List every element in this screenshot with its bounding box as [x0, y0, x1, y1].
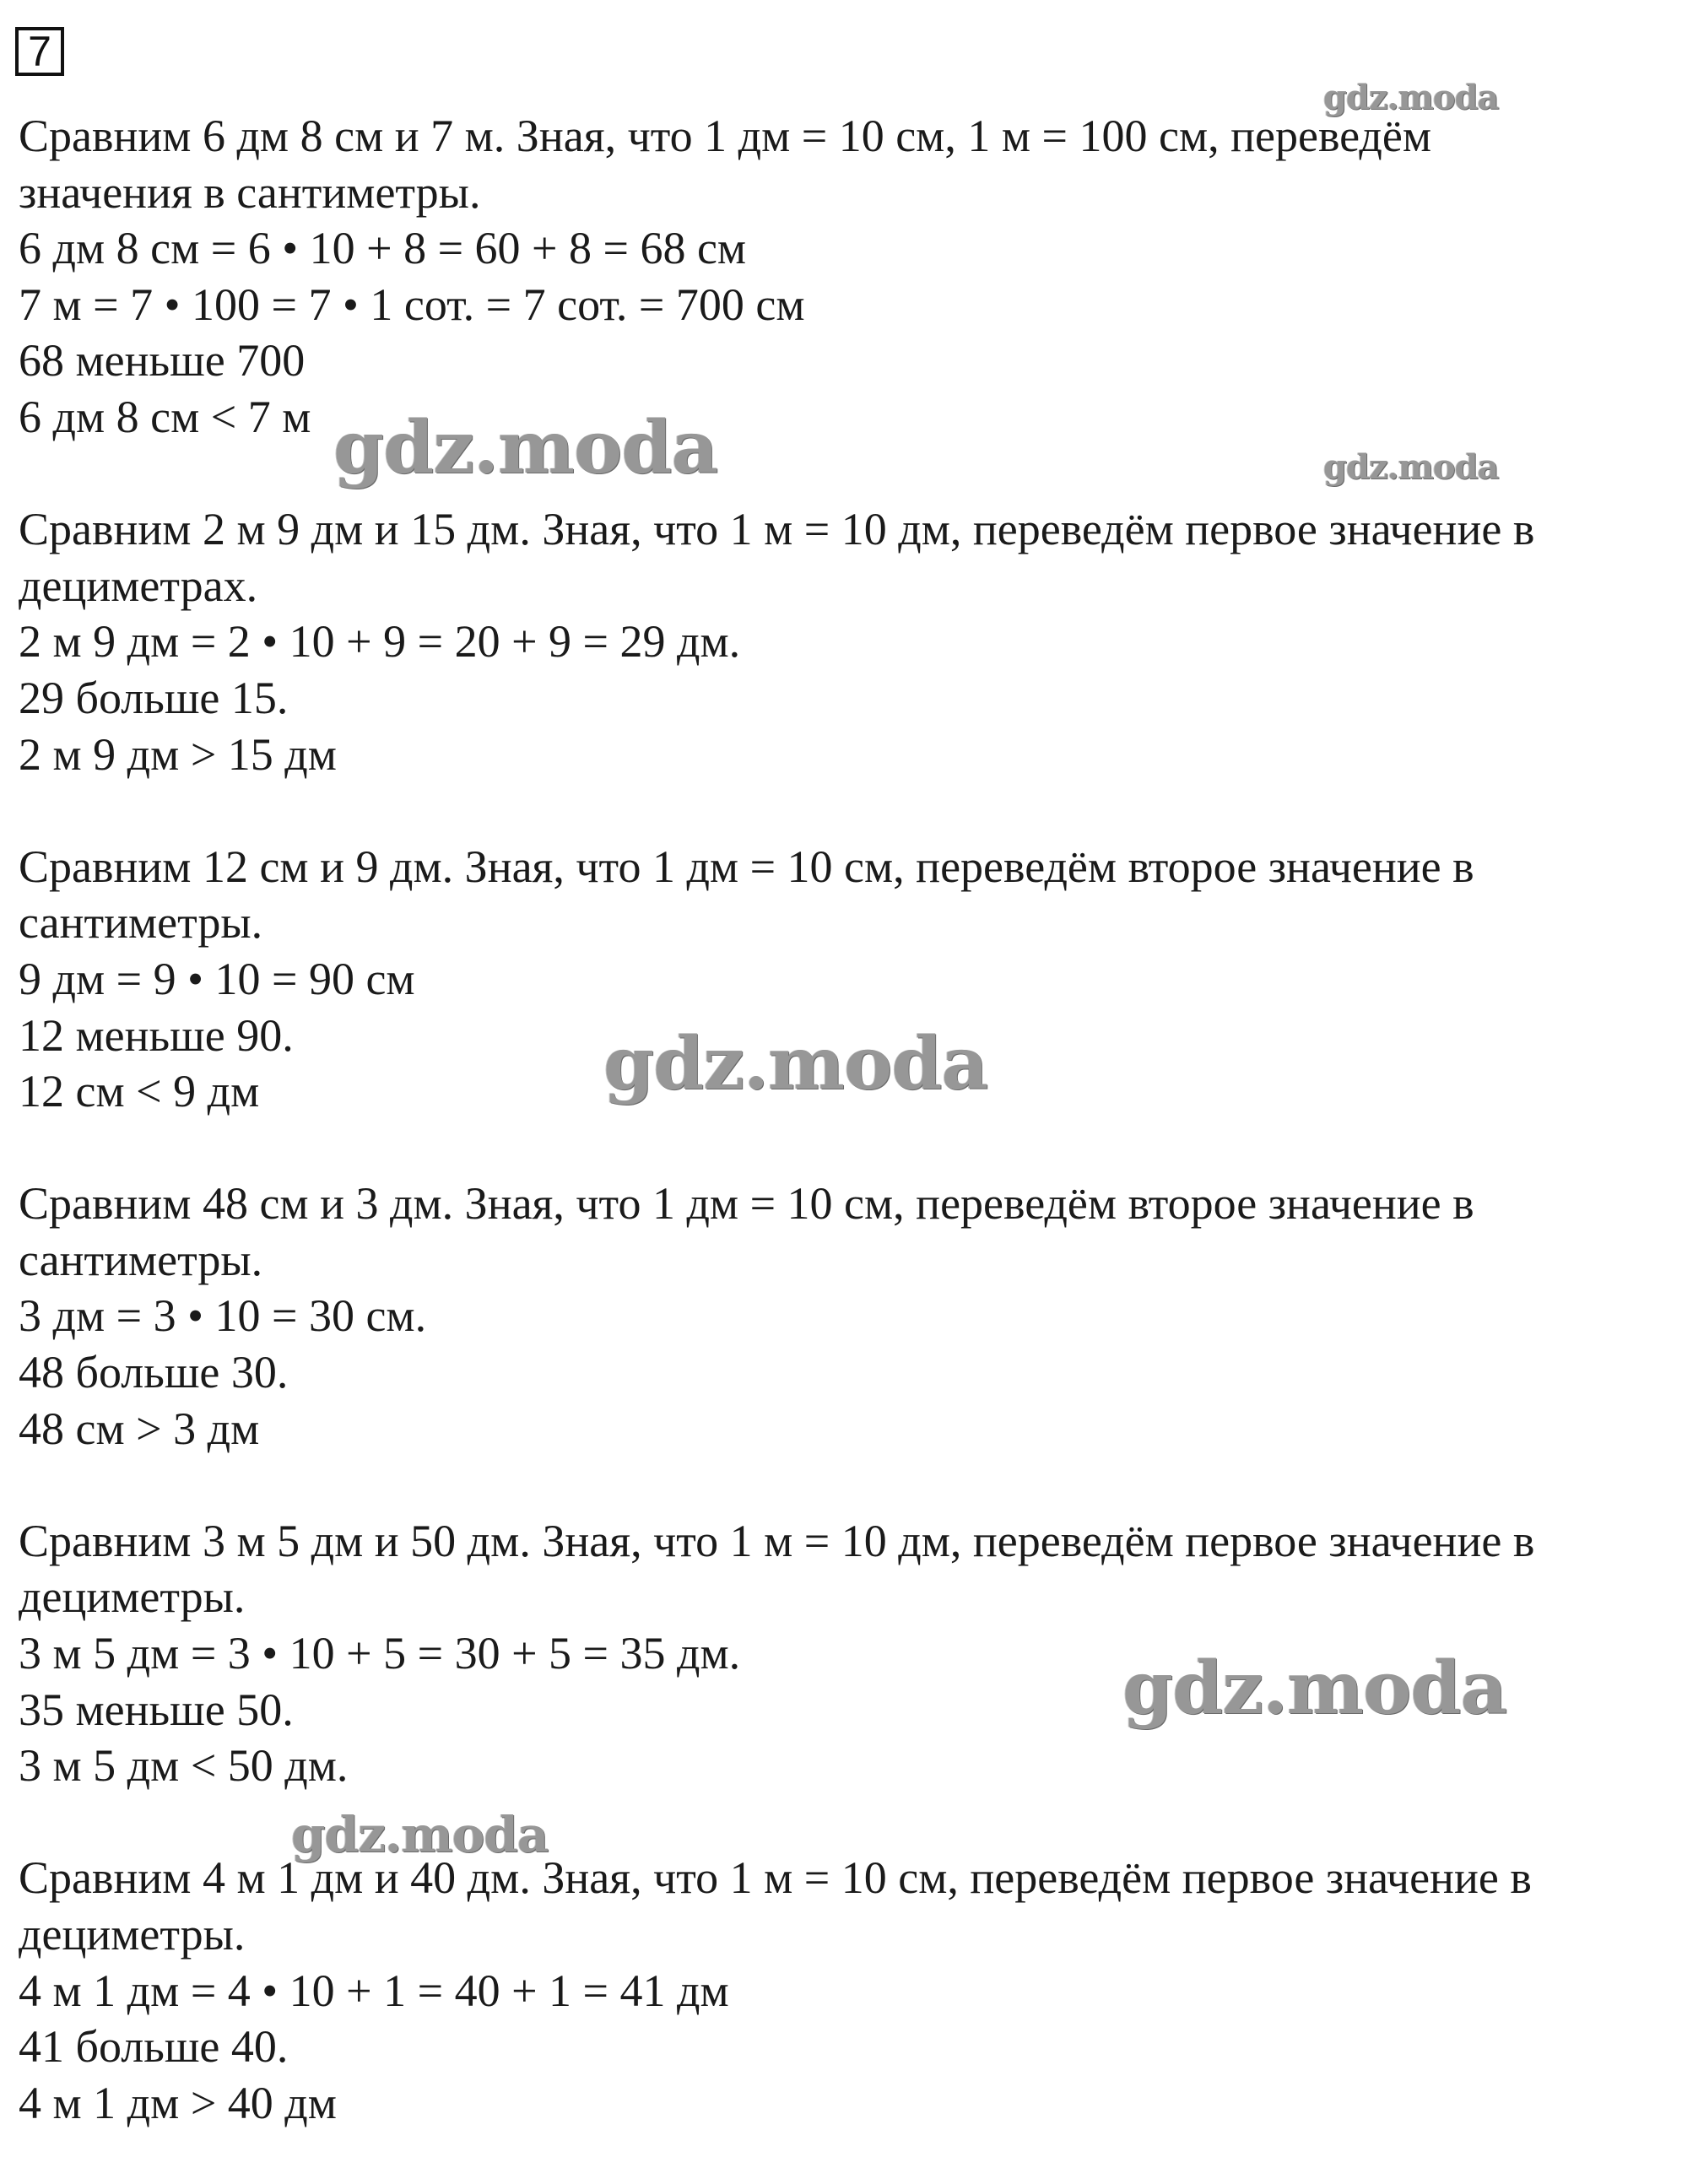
watermark: gdz.moda	[1122, 1646, 1507, 1731]
comparison-block-4	[19, 1176, 1664, 1457]
text-line: Сравним 6 дм 8 см и 7 м. Зная, что 1 дм = 10 см, 1 м = 100 см, переведём	[19, 111, 1431, 161]
text-line: 48 см > 3 дм	[19, 1403, 260, 1454]
watermark: gdz.moda	[291, 1806, 549, 1863]
solution-text	[19, 108, 1664, 2131]
text-line: дециметры.	[19, 1909, 246, 1960]
text-line: 4 м 1 дм > 40 дм	[19, 2077, 337, 2128]
text-line: сантиметры.	[19, 1234, 263, 1285]
watermark: gdz.moda	[1323, 78, 1499, 117]
text-line: дециметрах.	[19, 560, 258, 611]
text-line: дециметры.	[19, 1571, 246, 1623]
text-line: 12 меньше 90.	[19, 1009, 294, 1061]
text-line: Сравним 48 см и 3 дм. Зная, что 1 дм = 10 см, переведём второе значение в	[19, 1178, 1474, 1230]
watermark: gdz.moda	[333, 405, 718, 490]
comparison-block-2	[19, 501, 1664, 782]
text-line: Сравним 3 м 5 дм и 50 дм. Зная, что 1 м = 10 дм, переведём первое значение в	[19, 1515, 1535, 1566]
text-line: 6 дм 8 см < 7 м	[19, 391, 311, 442]
watermark: gdz.moda	[603, 1021, 988, 1106]
text-line: Сравним 2 м 9 дм и 15 дм. Зная, что 1 м = 10 дм, переведём первое значение в	[19, 504, 1535, 555]
task-number-box	[15, 27, 64, 76]
text-line: 2 м 9 дм = 2 • 10 + 9 = 20 + 9 = 29 дм.	[19, 616, 741, 668]
text-line: 3 м 5 дм < 50 дм.	[19, 1740, 349, 1792]
text-line: 6 дм 8 см = 6 • 10 + 8 = 60 + 8 = 68 см	[19, 223, 747, 274]
text-line: 3 м 5 дм = 3 • 10 + 5 = 30 + 5 = 35 дм.	[19, 1628, 741, 1679]
text-line: 29 больше 15.	[19, 672, 289, 723]
text-line: 3 дм = 3 • 10 = 30 см.	[19, 1290, 427, 1342]
text-line: сантиметры.	[19, 897, 263, 949]
text-line: 7 м = 7 • 100 = 7 • 1 сот. = 7 сот. = 700 см	[19, 278, 805, 330]
text-line: Сравним 12 см и 9 дм. Зная, что 1 дм = 10 см, переведём второе значение в	[19, 841, 1474, 892]
text-line: 2 м 9 дм > 15 дм	[19, 728, 337, 780]
text-line: 41 больше 40.	[19, 2021, 289, 2073]
task-number: 7	[28, 28, 51, 75]
text-line: 4 м 1 дм = 4 • 10 + 1 = 40 + 1 = 41 дм	[19, 1965, 729, 2016]
text-line: Сравним 4 м 1 дм и 40 дм. Зная, что 1 м = 10 см, переведём первое значение в	[19, 1852, 1532, 1904]
text-line: 12 см < 9 дм	[19, 1066, 260, 1117]
comparison-block-1	[19, 108, 1664, 446]
text-line: 9 дм = 9 • 10 = 90 см	[19, 953, 415, 1004]
text-line: 48 больше 30.	[19, 1347, 289, 1398]
text-line: 68 меньше 700	[19, 335, 306, 387]
comparison-block-6	[19, 1850, 1664, 2131]
text-line: 35 меньше 50.	[19, 1684, 294, 1735]
watermark: gdz.moda	[1323, 447, 1499, 487]
text-line: значения в сантиметры.	[19, 166, 481, 218]
